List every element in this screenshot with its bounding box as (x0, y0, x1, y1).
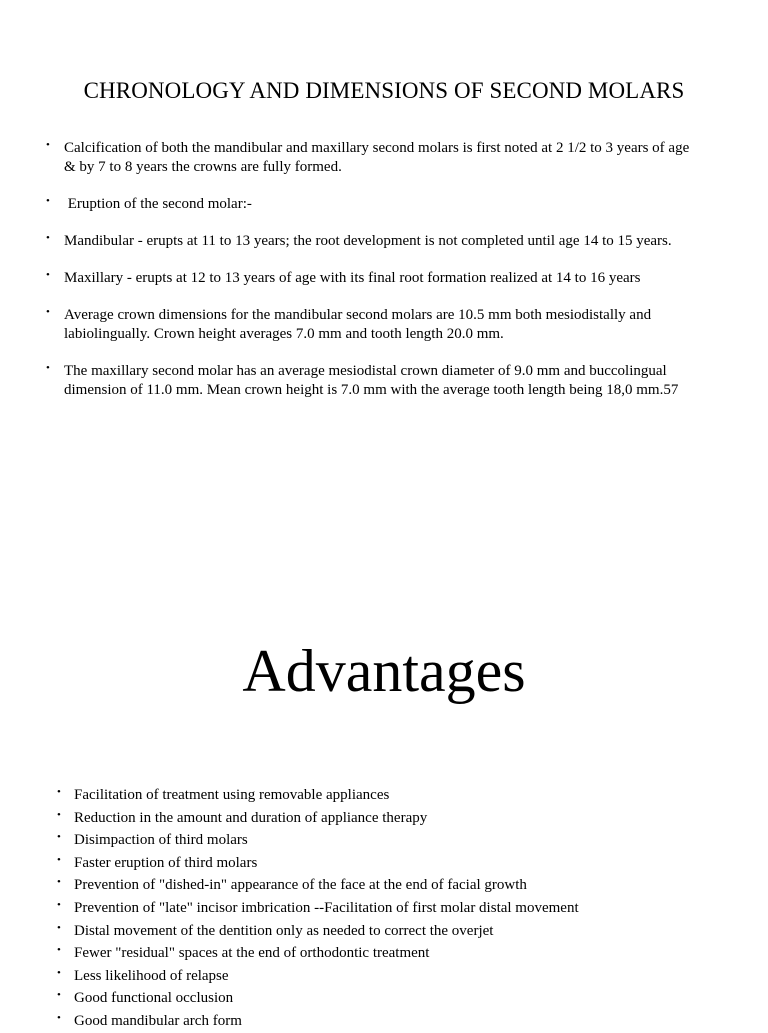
list-item-text: Eruption of the second molar:- (64, 196, 252, 212)
list-item-text: Mandibular - erupts at 11 to 13 years; the root development is not completed until age 14 to 15 years. (64, 233, 672, 249)
list-item (0, 965, 768, 988)
list-item (0, 874, 768, 897)
list-item-text: Maxillary - erupts at 12 to 13 years of age with its final root formation realized at 14 to 16 years (64, 270, 641, 286)
list-item-text: Reduction in the amount and duration of appliance therapy (74, 809, 428, 826)
list-item (0, 920, 768, 943)
bullet-icon: • (46, 195, 50, 207)
slide-title: Advantages (242, 638, 526, 704)
bullet-icon: • (46, 232, 50, 244)
list-item-text: Less likelihood of relapse (74, 967, 229, 984)
list-item (0, 852, 768, 875)
list-item-text: Fewer "residual" spaces at the end of orthodontic treatment (74, 945, 430, 962)
list-item-text: Good mandibular arch form (74, 1012, 242, 1029)
bullet-icon: • (57, 853, 61, 866)
bullet-icon: • (57, 921, 61, 934)
list-item (0, 306, 768, 344)
list-item-text: Prevention of "late" incisor imbrication --Facilitation of first molar distal movement (74, 899, 579, 916)
advantages-list (0, 784, 768, 1033)
bullet-icon: • (57, 808, 61, 821)
list-item (0, 1010, 768, 1033)
list-item-text: Good functional occlusion (74, 990, 234, 1007)
list-item-text: Facilitation of treatment using removable appliances (74, 787, 390, 803)
list-item (0, 897, 768, 920)
bullet-icon: • (57, 989, 61, 1002)
list-item (0, 232, 768, 251)
bullet-icon: • (57, 966, 61, 979)
list-item-text: Disimpaction of third molars (74, 832, 248, 849)
list-item (0, 784, 768, 807)
list-item-text: The maxillary second molar has an average mesiodistal crown diameter of 9.0 mm and buccolingual dimension of 11.0 mm. Mean crown height is 7.0 mm with the average tooth length being 18,0 mm.57 (64, 363, 679, 398)
list-item (0, 807, 768, 830)
list-item (0, 942, 768, 965)
bullet-icon: • (57, 786, 61, 798)
bullet-icon: • (57, 831, 61, 844)
bullet-icon: • (46, 139, 50, 151)
list-item-text: Distal movement of the dentition only as needed to correct the overjet (74, 922, 494, 939)
list-item-text: Calcification of both the mandibular and maxillary second molars is first noted at 2 1/2 to 3 years of age & by 7 to 8 years the crowns are fully formed. (64, 140, 690, 175)
bullet-icon: • (46, 306, 50, 318)
bullet-icon: • (57, 944, 61, 957)
list-item (0, 195, 768, 214)
list-item (0, 269, 768, 288)
slide-title: CHRONOLOGY AND DIMENSIONS OF SECOND MOLARS (83, 78, 685, 103)
list-item-text: Average crown dimensions for the mandibular second molars are 10.5 mm both mesiodistally and labiolingually. Crown height averages 7.0 mm and tooth length 20.0 mm. (64, 307, 652, 342)
bullet-icon: • (57, 1011, 61, 1024)
list-item-text: Faster eruption of third molars (74, 854, 258, 871)
bullet-icon: • (46, 362, 50, 374)
bullet-icon: • (57, 876, 61, 889)
list-item (0, 362, 768, 400)
list-item (0, 829, 768, 852)
bullet-icon: • (46, 269, 50, 281)
bullet-icon: • (57, 898, 61, 911)
list-item-text: Prevention of "dished-in" appearance of the face at the end of facial growth (74, 877, 527, 894)
bullet-list (0, 139, 768, 418)
list-item (0, 987, 768, 1010)
list-item (0, 139, 768, 177)
